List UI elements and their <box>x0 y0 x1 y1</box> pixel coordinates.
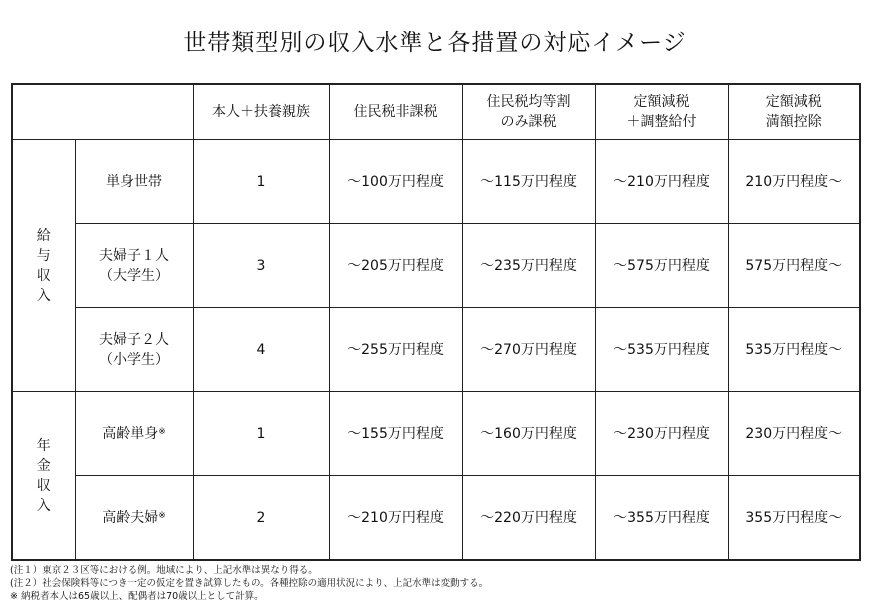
income-threshold: ～220万円程度 <box>462 476 595 561</box>
group-label-char: 入 <box>36 287 51 304</box>
income-threshold: ～230万円程度 <box>595 392 728 476</box>
table-row <box>12 224 860 308</box>
table-row <box>12 308 860 392</box>
header-corner <box>12 84 193 140</box>
income-threshold: ～155万円程度 <box>329 392 462 476</box>
income-threshold: ～355万円程度 <box>595 476 728 561</box>
household-count: 2 <box>193 476 329 561</box>
income-threshold: ～205万円程度 <box>329 224 462 308</box>
income-threshold: ～210万円程度 <box>329 476 462 561</box>
household-count: 1 <box>193 392 329 476</box>
income-threshold: ～255万円程度 <box>329 308 462 392</box>
income-threshold: 575万円程度～ <box>728 224 860 308</box>
header-row <box>12 84 860 140</box>
income-threshold: 355万円程度～ <box>728 476 860 561</box>
income-threshold: ～100万円程度 <box>329 140 462 224</box>
household-type: 高齢単身※ <box>75 392 193 476</box>
header-cell: 住民税非課税 <box>329 84 462 140</box>
income-threshold: ～115万円程度 <box>462 140 595 224</box>
income-threshold: ～575万円程度 <box>595 224 728 308</box>
group-label <box>12 140 75 392</box>
household-type: 高齢夫婦※ <box>75 476 193 561</box>
household-type: 夫婦子２人 （小学生） <box>75 308 193 392</box>
footnote-mark: ※ <box>158 426 166 437</box>
group-label-char: 給 <box>36 227 51 244</box>
footnote: (注２）社会保険料等につき一定の仮定を置き試算したもの。各種控除の適用状況により、上記水準は変動する。 <box>10 578 489 589</box>
income-threshold: ～535万円程度 <box>595 308 728 392</box>
footnote: (注１）東京２３区等における例。地域により、上記水準は異なり得る。 <box>10 565 318 576</box>
income-threshold: 230万円程度～ <box>728 392 860 476</box>
income-threshold: 535万円程度～ <box>728 308 860 392</box>
group-label-char: 入 <box>36 497 51 514</box>
household-count: 4 <box>193 308 329 392</box>
income-threshold: ～235万円程度 <box>462 224 595 308</box>
group-label <box>12 392 75 561</box>
group-label-char: 収 <box>36 267 51 284</box>
income-table <box>11 83 861 561</box>
income-threshold: ～270万円程度 <box>462 308 595 392</box>
household-count: 3 <box>193 224 329 308</box>
header-cell: 住民税均等割 のみ課税 <box>462 84 595 140</box>
table-row <box>12 392 860 476</box>
group-label-char: 金 <box>36 457 51 474</box>
header-cell: 定額減税 満額控除 <box>728 84 860 140</box>
footnote-mark: ※ <box>158 510 166 521</box>
header-cell: 定額減税 ＋調整給付 <box>595 84 728 140</box>
household-type: 単身世帯 <box>75 140 193 224</box>
group-label-char: 与 <box>36 247 51 264</box>
group-label-char: 年 <box>36 437 51 454</box>
page-title: 世帯類型別の収入水準と各措置の対応イメージ <box>183 30 687 56</box>
household-type: 夫婦子１人 （大学生） <box>75 224 193 308</box>
income-threshold: ～210万円程度 <box>595 140 728 224</box>
table-row <box>12 476 860 561</box>
group-label-char: 収 <box>36 477 51 494</box>
footnotes <box>10 564 488 603</box>
footnote: ※ 納税者本人は65歳以上、配偶者は70歳以上として計算。 <box>10 591 264 602</box>
table-row <box>12 140 860 224</box>
header-cell: 本人＋扶養親族 <box>193 84 329 140</box>
income-threshold: 210万円程度～ <box>728 140 860 224</box>
household-count: 1 <box>193 140 329 224</box>
income-threshold: ～160万円程度 <box>462 392 595 476</box>
